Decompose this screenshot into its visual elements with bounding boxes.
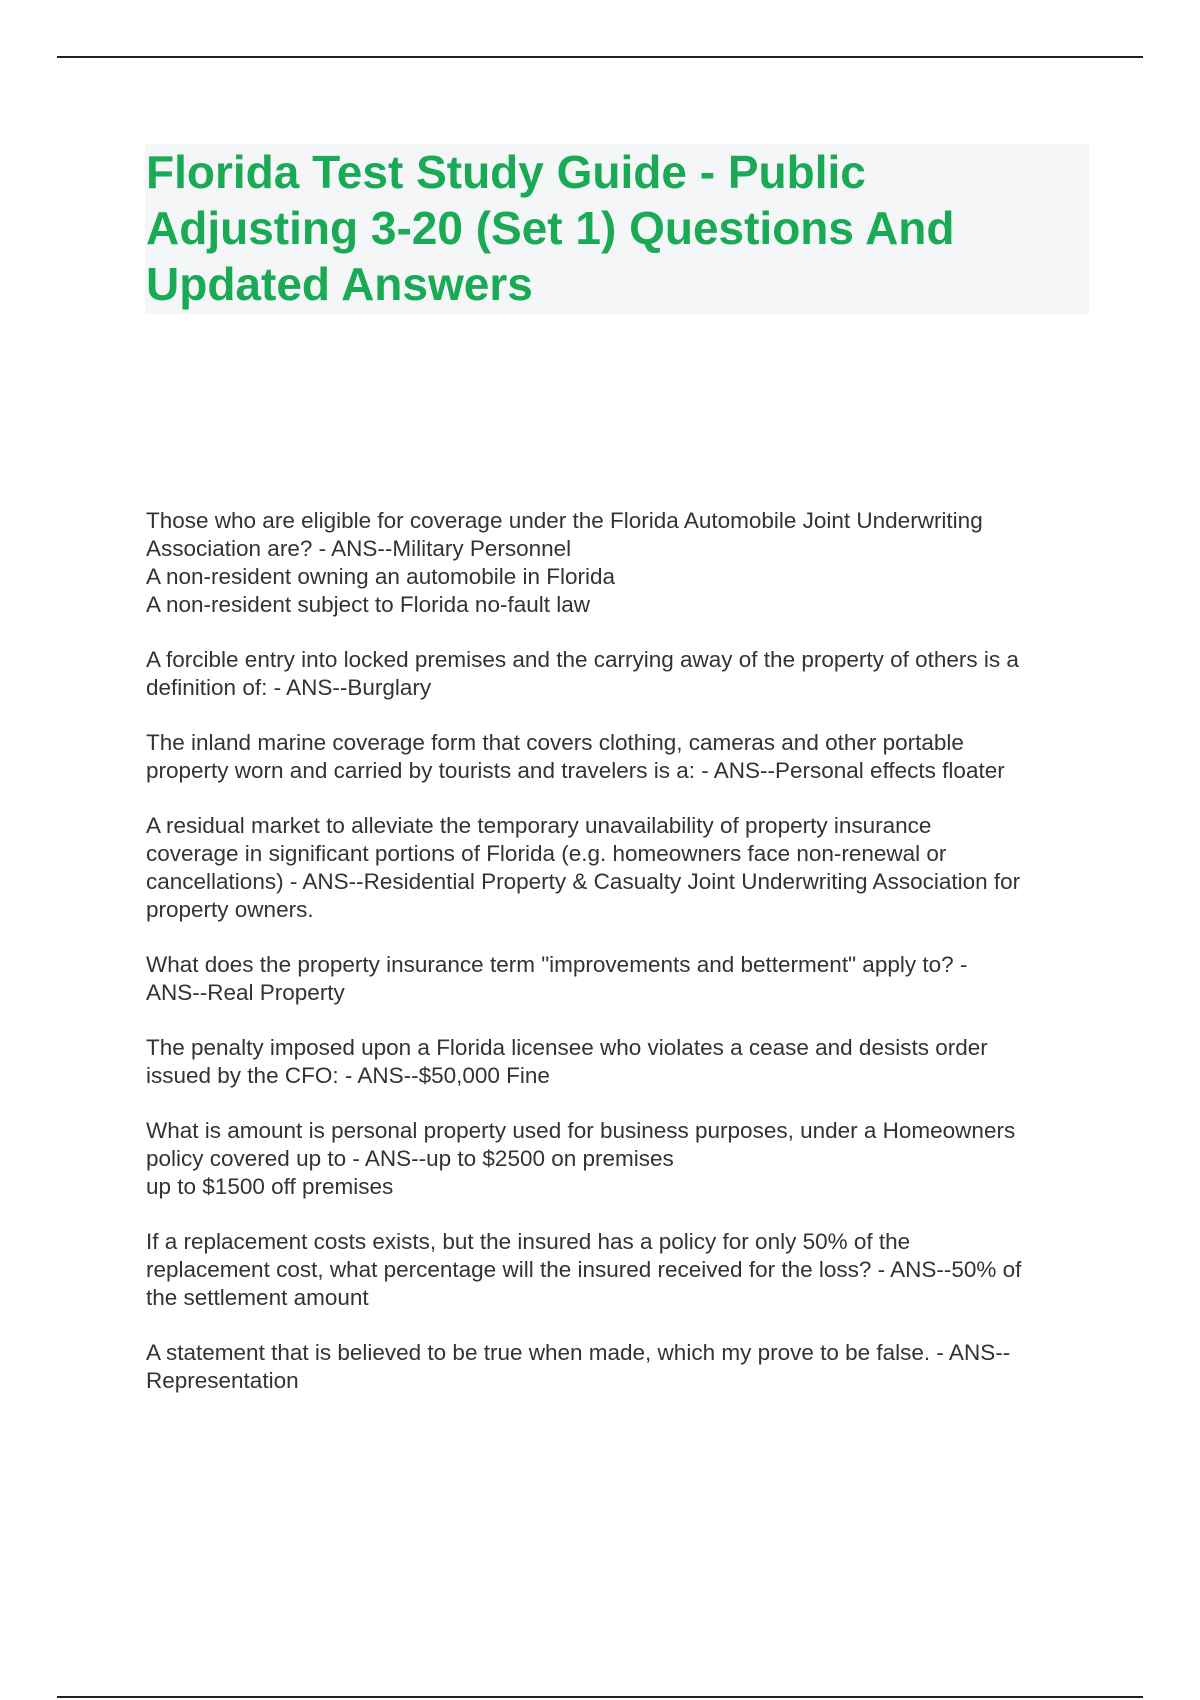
qa-line: definition of: - ANS--Burglary	[146, 675, 432, 700]
qa-line: the settlement amount	[146, 1285, 369, 1310]
title-line: Adjusting 3-20 (Set 1) Questions And	[146, 202, 955, 254]
qa-item	[146, 729, 1096, 785]
qa-line: property worn and carried by tourists and travelers is a: - ANS--Personal effects floater	[146, 758, 1005, 783]
qa-line: Representation	[146, 1368, 299, 1393]
qa-item	[146, 1117, 1096, 1201]
qa-line: coverage in significant portions of Florida (e.g. homeowners face non-renewal or	[146, 841, 947, 866]
title-line: Florida Test Study Guide - Public	[146, 146, 866, 198]
qa-line: cancellations) - ANS--Residential Property & Casualty Joint Underwriting Association for	[146, 869, 1021, 894]
qa-line: A non-resident subject to Florida no-fault law	[146, 592, 590, 617]
qa-line: The inland marine coverage form that covers clothing, cameras and other portable	[146, 730, 964, 755]
qa-line: replacement cost, what percentage will the insured received for the loss? - ANS--50% of	[146, 1257, 1022, 1282]
qa-line: If a replacement costs exists, but the insured has a policy for only 50% of the	[146, 1229, 911, 1254]
qa-item	[146, 1339, 1096, 1395]
qa-line: What does the property insurance term "improvements and betterment" apply to? -	[146, 952, 968, 977]
qa-item	[146, 951, 1096, 1007]
qa-line: policy covered up to - ANS--up to $2500 on premises	[146, 1146, 674, 1171]
question-answer-list	[146, 507, 1096, 1422]
document-title	[145, 144, 1089, 314]
qa-line: A forcible entry into locked premises and the carrying away of the property of others is a	[146, 647, 1019, 672]
qa-line: The penalty imposed upon a Florida licensee who violates a cease and desists order	[146, 1035, 988, 1060]
qa-line: Association are? - ANS--Military Personnel	[146, 536, 572, 561]
bottom-rule	[57, 1696, 1143, 1698]
qa-line: A non-resident owning an automobile in Florida	[146, 564, 616, 589]
qa-line: A residual market to alleviate the temporary unavailability of property insurance	[146, 813, 932, 838]
qa-line: ANS--Real Property	[146, 980, 345, 1005]
qa-line: up to $1500 off premises	[146, 1174, 394, 1199]
qa-item	[146, 812, 1096, 924]
qa-item	[146, 1228, 1096, 1312]
title-line: Updated Answers	[146, 258, 533, 310]
qa-line: A statement that is believed to be true when made, which my prove to be false. - ANS--	[146, 1340, 1011, 1365]
qa-line: issued by the CFO: - ANS--$50,000 Fine	[146, 1063, 550, 1088]
qa-line: Those who are eligible for coverage under the Florida Automobile Joint Underwriting	[146, 508, 983, 533]
qa-line: What is amount is personal property used for business purposes, under a Homeowners	[146, 1118, 1016, 1143]
qa-item	[146, 507, 1096, 619]
qa-line: property owners.	[146, 897, 314, 922]
qa-item	[146, 1034, 1096, 1090]
qa-item	[146, 646, 1096, 702]
top-rule	[57, 56, 1143, 58]
